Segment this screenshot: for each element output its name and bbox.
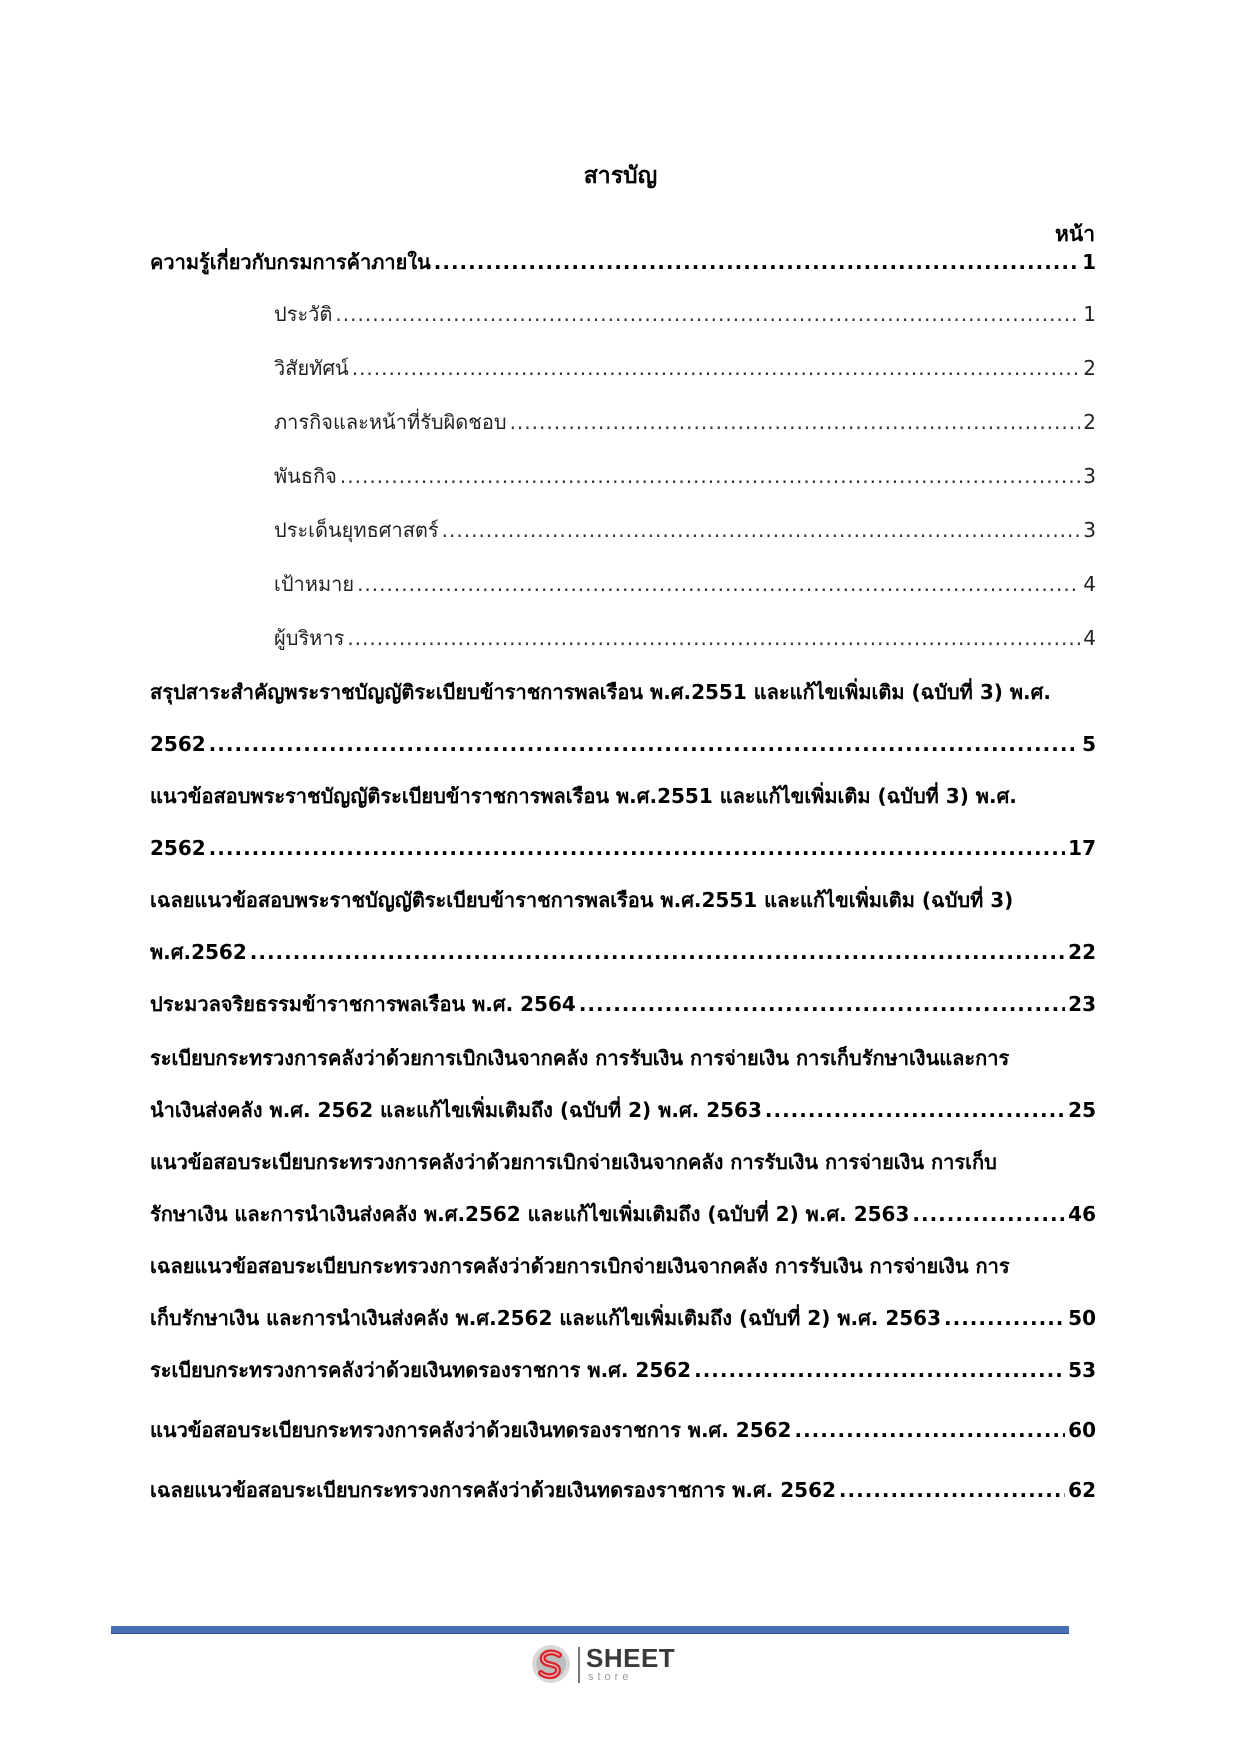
dot-leader [579, 978, 1065, 1030]
toc-entry[interactable] [150, 1240, 1096, 1344]
toc-entry-title-line1: สรุปสาระสำคัญพระราชบัญญัติระเบียบข้าราชการพลเรือน พ.ศ.2551 และแก้ไขเพิ่มเติม (ฉบับที่ 3) พ.ศ. [150, 680, 1051, 704]
dot-leader [352, 342, 1081, 394]
toc-page-number: 3 [1083, 518, 1096, 542]
toc-subentry[interactable] [274, 558, 1096, 610]
toc-page-number: 53 [1068, 1358, 1096, 1382]
toc-subentry[interactable] [274, 612, 1096, 664]
toc-page-number: 50 [1068, 1306, 1096, 1330]
toc-page-number: 22 [1068, 940, 1096, 964]
toc-entry-title: แนวข้อสอบระเบียบกระทรวงการคลังว่าด้วยเงินทดรองราชการ พ.ศ. 2562 [150, 1418, 792, 1442]
toc-page-number: 4 [1083, 626, 1096, 650]
toc-page-number: 1 [1082, 250, 1096, 274]
toc-entry-title-line1: แนวข้อสอบพระราชบัญญัติระเบียบข้าราชการพลเรือน พ.ศ.2551 และแก้ไขเพิ่มเติม (ฉบับที่ 3) พ.ศ. [150, 784, 1017, 808]
dot-leader [912, 1188, 1065, 1240]
dot-leader [794, 1404, 1065, 1456]
toc-page-number: 46 [1068, 1202, 1096, 1226]
toc-entry[interactable] [150, 874, 1096, 978]
toc-entry[interactable] [150, 1464, 1096, 1516]
dot-leader [442, 504, 1081, 556]
toc-page-number: 23 [1068, 992, 1096, 1016]
toc-entry[interactable] [150, 770, 1096, 874]
dot-leader [209, 822, 1065, 874]
toc-entry-title: ประเด็นยุทธศาสตร์ [274, 518, 439, 542]
toc-entry[interactable] [150, 666, 1096, 770]
toc-entry-title-line2: รักษาเงิน และการนำเงินส่งคลัง พ.ศ.2562 และแก้ไขเพิ่มเติมถึง (ฉบับที่ 2) พ.ศ. 2563 [150, 1202, 910, 1226]
toc-entry-title-line1: แนวข้อสอบระเบียบกระทรวงการคลังว่าด้วยการเบิกจ่ายเงินจากคลัง การรับเงิน การจ่ายเงิน การเก็บ [150, 1150, 997, 1174]
sheet-store-s-logo-icon [530, 1643, 572, 1685]
logo-separator [578, 1647, 580, 1683]
toc-entry-title: ความรู้เกี่ยวกับกรมการค้าภายใน [150, 250, 431, 274]
toc-page-number: 62 [1068, 1478, 1096, 1502]
dot-leader [944, 1292, 1065, 1344]
toc-subentry[interactable] [274, 288, 1096, 340]
toc-entry[interactable] [150, 978, 1096, 1030]
toc-page-number: 25 [1068, 1098, 1096, 1122]
toc-page-number: 60 [1068, 1418, 1096, 1442]
toc-entry[interactable] [150, 1404, 1096, 1456]
sheet-store-logo [530, 1643, 690, 1687]
footer-divider [111, 1626, 1069, 1634]
dot-leader [347, 612, 1080, 664]
toc-subentry[interactable] [274, 396, 1096, 448]
toc-entry-title-line1: ระเบียบกระทรวงการคลังว่าด้วยการเบิกเงินจากคลัง การรับเงิน การจ่ายเงิน การเก็บรักษาเงินและการ [150, 1046, 1010, 1070]
toc-page-number: 2 [1083, 410, 1096, 434]
dot-leader [357, 558, 1080, 610]
toc-entry-title: วิสัยทัศน์ [274, 356, 349, 380]
toc-entry-title: ภารกิจและหน้าที่รับผิดชอบ [274, 410, 507, 434]
toc-entry[interactable] [150, 1344, 1096, 1396]
toc-entry[interactable] [150, 1136, 1096, 1240]
toc-entry[interactable] [150, 236, 1096, 288]
toc-entry-title-line2: เก็บรักษาเงิน และการนำเงินส่งคลัง พ.ศ.2562 และแก้ไขเพิ่มเติมถึง (ฉบับที่ 2) พ.ศ. 2563 [150, 1306, 942, 1330]
toc-entry-title: พันธกิจ [274, 464, 337, 488]
toc-page-number: 4 [1083, 572, 1096, 596]
toc-entry-title: เป้าหมาย [274, 572, 355, 596]
dot-leader [209, 718, 1079, 770]
toc-entry-title-line2: 2562 [150, 836, 206, 860]
toc-page-number: 5 [1082, 732, 1096, 756]
toc-entry-title: ประวัติ [274, 302, 333, 326]
page-column-header: หน้า [1055, 222, 1095, 246]
dot-leader [839, 1464, 1065, 1516]
toc-entry-title: ประมวลจริยธรรมข้าราชการพลเรือน พ.ศ. 2564 [150, 992, 576, 1016]
toc-subentry[interactable] [274, 450, 1096, 502]
logo-subtext: store [588, 1671, 633, 1683]
dot-leader [340, 450, 1080, 502]
toc-entry-title: ระเบียบกระทรวงการคลังว่าด้วยเงินทดรองราชการ พ.ศ. 2562 [150, 1358, 692, 1382]
toc-entry-title-line2: นำเงินส่งคลัง พ.ศ. 2562 และแก้ไขเพิ่มเติมถึง (ฉบับที่ 2) พ.ศ. 2563 [150, 1098, 762, 1122]
toc-entry-title-line1: เฉลยแนวข้อสอบระเบียบกระทรวงการคลังว่าด้วยการเบิกจ่ายเงินจากคลัง การรับเงิน การจ่ายเงิน การ [150, 1254, 1010, 1278]
toc-page-number: 3 [1083, 464, 1096, 488]
dot-leader [765, 1084, 1065, 1136]
toc-entry[interactable] [150, 1032, 1096, 1136]
dot-leader [510, 396, 1081, 448]
toc-entry-title: ผู้บริหาร [274, 626, 345, 650]
logo-wordmark: SHEET [586, 1643, 676, 1673]
toc-entry-title-line1: เฉลยแนวข้อสอบพระราชบัญญัติระเบียบข้าราชการพลเรือน พ.ศ.2551 และแก้ไขเพิ่มเติม (ฉบับที่ 3) [150, 888, 1014, 912]
dot-leader [434, 236, 1079, 288]
dot-leader [694, 1344, 1065, 1396]
page-title: สารบัญ [583, 163, 658, 189]
dot-leader [335, 288, 1080, 340]
toc-subentry[interactable] [274, 504, 1096, 556]
toc-entry-title-line2: 2562 [150, 732, 206, 756]
toc-entry-title: เฉลยแนวข้อสอบระเบียบกระทรวงการคลังว่าด้วยเงินทดรองราชการ พ.ศ. 2562 [150, 1478, 836, 1502]
toc-page-number: 17 [1068, 836, 1096, 860]
dot-leader [250, 926, 1065, 978]
toc-page-number: 2 [1083, 356, 1096, 380]
toc-subentry[interactable] [274, 342, 1096, 394]
toc-page-number: 1 [1083, 302, 1096, 326]
toc-entry-title-line2: พ.ศ.2562 [150, 940, 247, 964]
